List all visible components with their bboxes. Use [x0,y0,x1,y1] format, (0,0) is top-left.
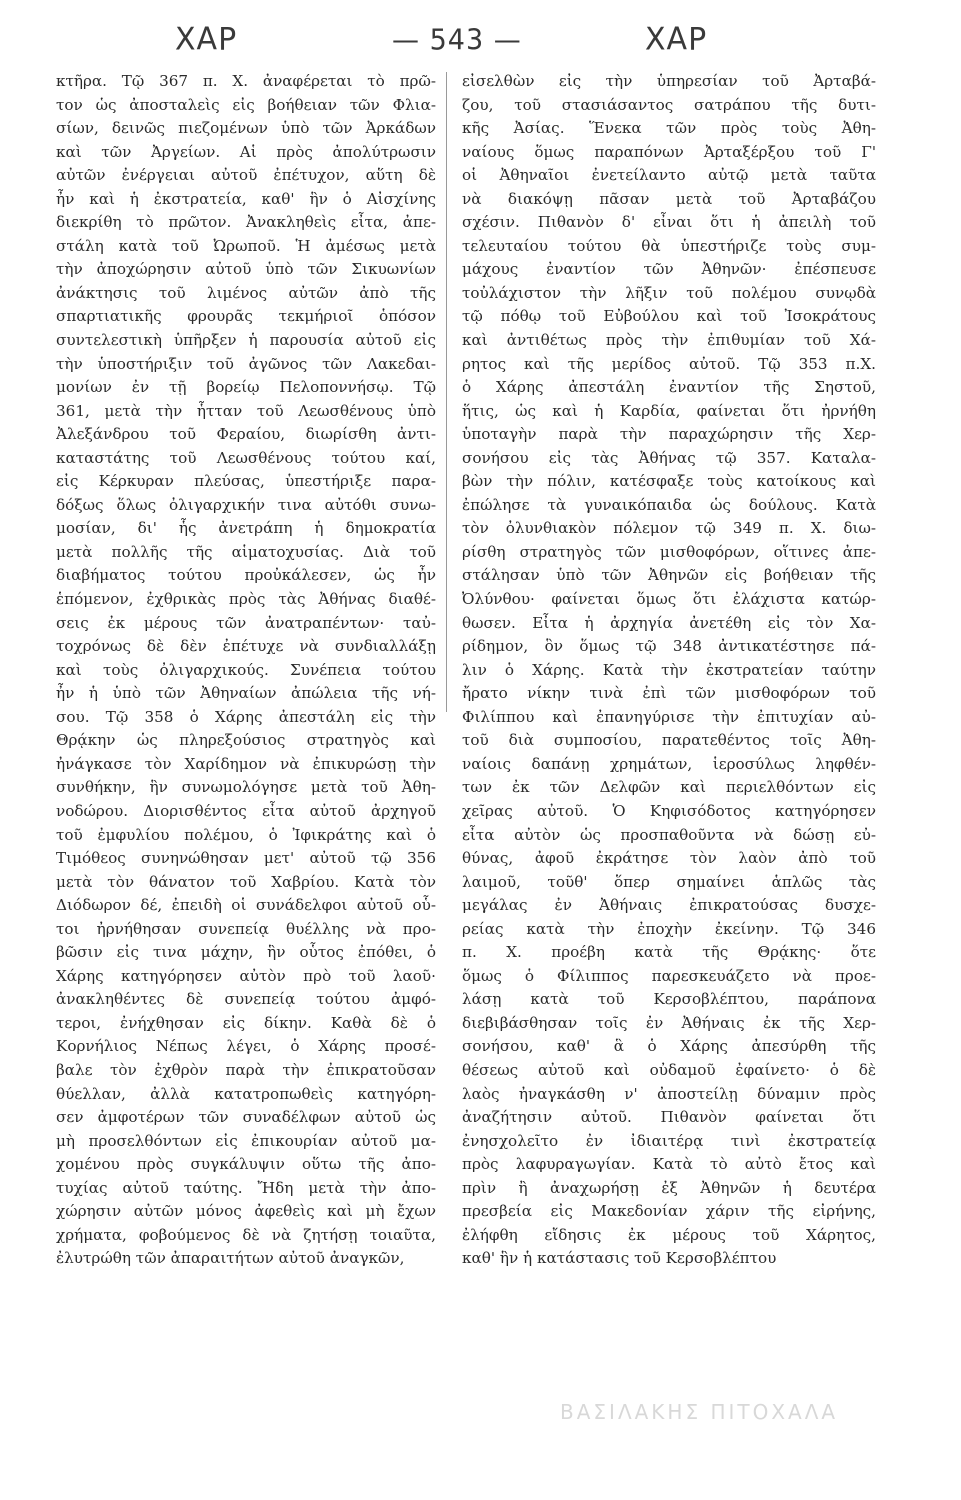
text-line: χρήματα, φοβούμενος δὲ νὰ ζητήσῃ τοιαῦτα, [56,1225,436,1244]
text-line: ρίδημον, ὃν ὅμως τῷ 348 ἀντικατέστησε πά- [462,637,876,656]
text-line: ἐλήφθη εἴδησις ἐκ μέρους τοῦ Χάρητος, [462,1225,876,1244]
text-line: σπαρτιατικῆς φρουρᾶς τεκμήριοῖ ὁπόσον [56,307,436,326]
text-line: τῷ πόθῳ τοῦ Εὐβούλου καὶ τοῦ Ἰσοκράτους [462,307,876,326]
text-line: Ὀλύνθου· φαίνεται ὅμως ὅτι ἐλάχιστα κατώρ- [462,590,876,609]
text-line: διεβιβάσθησαν τοῖς ἐν Ἀθήναις ἐκ τῆς Χερ- [462,1013,876,1032]
text-line: λιν ὁ Χάρης. Κατὰ τὴν ἐκστρατείαν ταύτην [462,660,876,679]
text-line: καὶ τῶν Ἀργείων. Αἱ πρὸς ἀπολύτρωσιν [56,142,436,161]
text-line: βὼν τὴν πόλιν, κατέσφαξε τοὺς κατοίκους καὶ [462,472,876,491]
text-line: κτῆρα. Τῷ 367 π. Χ. ἀναφέρεται τὸ πρῶ- [56,72,436,90]
text-line: μεγάλας ἐν Ἀθήναις ἐπικρατούσας δυσχε- [462,896,876,915]
text-line: ἑπόμενον, ἐχθρικὰς πρὸς τὰς Ἀθήνας διαθέ- [56,590,436,609]
text-line: Θρᾴκην ὡς πληρεξούσιος στρατηγὸς καὶ [56,731,436,750]
text-line: λάσῃ κατὰ τοῦ Κερσοβλέπτου, παράπονα [462,990,876,1009]
text-line: εἰς Κέρκυραν πλεύσας, ὑπεστήριξε παρα- [56,472,436,491]
text-line: ζου, τοῦ στασιάσαντος σατράπου τῆς δυτι- [462,95,876,114]
text-line: ἀνάκτησις τοῦ λιμένος αὐτῶν ἀπὸ τῆς [56,283,436,302]
text-line: ἀνακληθέντες δὲ συνεπείᾳ τούτου ἀμφό- [56,990,436,1009]
text-line: των ἐκ τῶν Δελφῶν καὶ περιελθόντων εἰς [462,778,876,797]
text-line: ναίοις δαπάνῃ χρημάτων, ἱεροσύλως ληφθέν- [462,754,876,773]
text-line: πρεσβεία εἰς Μακεδονίαν χάριν τῆς εἰρήνης, [462,1202,876,1221]
text-line: τελευταίου τούτου θὰ ὑπεστήριζε τοὺς συμ- [462,236,876,255]
text-line: τοῦ ἐμφυλίου πολέμου, ὁ Ἰφικράτης καὶ ὁ [56,825,436,844]
text-line: θύνας, ἀφοῦ ἐκράτησε τὸν λαὸν ἀπὸ τοῦ [462,849,876,868]
header-left-word: ΧΑΡ [175,21,238,58]
text-line: χομένου πρὸς συγκάλυψιν οὕτω τῆς ἀπο- [56,1155,436,1174]
text-line: στάλη κατὰ τοῦ Ὠρωποῦ. Ἡ ἀμέσως μετὰ [56,236,436,255]
text-line: συντελεστικὴ ὑπῆρξεν ἡ παρουσία αὐτοῦ εἰς [56,331,436,350]
text-line: Κορνήλιος Νέπως λέγει, ὁ Χάρης προσέ- [56,1037,436,1056]
text-line: βαλε τὸν ἐχθρὸν παρὰ τὴν ἐπικρατοῦσαν [56,1060,436,1079]
text-line: σονήσου, καθ' ἃ ὁ Χάρης ἀπεσύρθη τῆς [462,1037,876,1056]
text-line: σονήσου εἰς τὰς Ἀθήνας τῷ 357. Καταλα- [462,448,876,467]
text-line: Τιμόθεος συνηνώθησαν μετ' αὐτοῦ τῷ 356 [56,849,436,868]
watermark: ΒΑΣΙΛΑΚΗΣ ΠΙΤΟΧΑΛΑ [560,1400,839,1424]
text-line: πρὶν ἢ ἀναχωρήσῃ ἐξ Ἀθηνῶν ἡ δευτέρα [462,1178,876,1197]
text-line: ὑποταγὴν παρὰ τὴν παραχώρησιν τῆς Χερ- [462,425,876,444]
text-line: λαιμοῦ, τοῦθ' ὅπερ σημαίνει ἁπλῶς τὰς [462,872,876,891]
text-line: σεις ἐκ μέρους τῶν ἀνατραπέντων· ταὐ- [56,613,436,632]
header-right-word: ΧΑΡ [645,21,708,58]
text-line: Διόδωρον δέ, ἐπειδὴ οἱ συνάδελφοι αὐτοῦ οὗ- [56,896,436,915]
text-line: οἱ Ἀθηναῖοι ἐνετείλαντο αὐτῷ μετὰ ταῦτα [462,166,876,185]
text-line: ἐνησχολεῖτο ἐν ἰδιαιτέρᾳ τινὶ ἐκστρατείᾳ [462,1131,876,1150]
text-line: εἶτα αὐτὸν ὡς προσπαθοῦντα νὰ δώσῃ εὐ- [462,825,876,844]
text-line: μονίων ἐν τῇ βορείῳ Πελοποννήσῳ. Τῷ [56,378,436,397]
text-line: διαβήματος τούτου προὐκάλεσεν, ὡς ἦν [56,566,436,585]
right-column [462,70,876,1271]
text-line: τοῦ διὰ συμποσίου, παρατεθέντος τοῖς Ἀθη- [462,731,876,750]
page-number: — 543 — [392,24,522,57]
text-line: τὴν ὑποστήριξιν τοῦ ἀγῶνος τῶν Λακεδαι- [56,354,436,373]
text-line: μάχους ἐναντίον τῶν Ἀθηνῶν· ἐπέσπευσε [462,260,876,279]
text-line: τοὐλάχιστον τὴν λῆξιν τοῦ πολέμου συνῳδὰ [462,283,876,302]
page-header [0,22,961,62]
text-line: ἐπώλησε τὰ γυναικόπαιδα ὡς δούλους. Κατὰ [462,495,876,514]
text-line: ἀναζήτησιν αὐτοῦ. Πιθανὸν φαίνεται ὅτι [462,1108,876,1127]
text-line: τοι ἠρνήθησαν συνεπείᾳ θυέλλης νὰ προ- [56,919,436,938]
text-line: νοδώρου. Διορισθέντος εἶτα αὐτοῦ ἀρχηγοῦ [56,801,436,820]
text-line: Ἀλεξάνδρου τοῦ Φεραίου, διωρίσθη ἀντι- [56,425,436,444]
text-line: μετὰ πολλῆς τῆς αἱματοχυσίας. Διὰ τοῦ [56,542,436,561]
text-line: λαὸς ἠναγκάσθη ν' ἀποστείλῃ δύναμιν πρὸς [462,1084,876,1103]
text-line: νὰ διακόψῃ πᾶσαν μετὰ τοῦ Ἀρταβάζου [462,189,876,208]
text-line: ρίσθη στρατηγὸς τῶν μισθοφόρων, οἵτινες ἀπε- [462,542,876,561]
text-line: 361, μετὰ τὴν ἧτταν τοῦ Λεωσθένους ὑπὸ [56,401,436,420]
text-line: τοχρόνως δὲ δὲν ἐπέτυχε νὰ συνδιαλλάξῃ [56,637,436,656]
text-line: π. Χ. προέβη κατὰ τῆς Θρᾴκης· ὅτε [462,943,876,962]
text-line: κῆς Ἀσίας. Ἕνεκα τῶν πρὸς τοὺς Ἀθη- [462,119,876,138]
text-line: σεν ἀμφοτέρων τῶν συναδέλφων αὐτοῦ ὡς [56,1108,436,1127]
text-line: θέσεως αὐτοῦ καὶ οὐδαμοῦ ἐφαίνετο· ὁ δὲ [462,1060,876,1079]
text-line: συνθήκην, ἣν συνωμολόγησε μετὰ τοῦ Ἀθη- [56,778,436,797]
text-line: ἦν καὶ ἡ ἐκστρατεία, καθ' ἣν ὁ Αἰσχίνης [56,189,436,208]
text-line: ρητος καὶ τῆς μερίδος αὐτοῦ. Τῷ 353 π.Χ. [462,354,876,373]
text-line: τεροι, ἐνήχθησαν εἰς δίκην. Καθὰ δὲ ὁ [56,1013,436,1032]
text-line: σχέσιν. Πιθανὸν δ' εἶναι ὅτι ἡ ἀπειλὴ τοῦ [462,213,876,232]
text-line: ὁ Χάρης ἀπεστάλη ἐναντίον τῆς Σηστοῦ, [462,378,876,397]
text-line: ὅμως ὁ Φίλιππος παρεσκευάζετο νὰ προε- [462,966,876,985]
text-line: σου. Τῷ 358 ὁ Χάρης ἀπεστάλη εἰς τὴν [56,707,436,726]
text-line: δόξως ὅλως ὀλιγαρχικήν τινα αὐτόθι συνω- [56,495,436,514]
text-line: τυχίας αὐτοῦ ταύτης. Ἤδη μετὰ τὴν ἀπο- [56,1178,436,1197]
text-line: ναίους ὅμως παραπόνων Ἀρταξέρξου τοῦ Γ' [462,142,876,161]
text-line: καὶ τοὺς ὀλιγαρχικούς. Συνέπεια τούτου [56,660,436,679]
text-line: καθ' ἣν ἡ κατάστασις τοῦ Κερσοβλέπτου [462,1249,777,1268]
text-line: ρείας κατὰ τὴν ἐποχὴν ἐκείνην. Τῷ 346 [462,919,876,938]
text-line: ἐλυτρώθη τῶν ἀπαραιτήτων αὐτοῦ ἀναγκῶν, [56,1249,405,1268]
text-line: τὸν ὀλυνθιακὸν πόλεμον τῷ 349 π. Χ. διω- [462,519,876,538]
text-line: διεκρίθη τὸ πρῶτον. Ἀνακληθεὶς εἶτα, ἀπε- [56,213,436,232]
text-line: μοσίαν, δι' ἧς ἀνετράπη ἡ δημοκρατία [56,519,436,538]
text-line: αὐτῶν ἐνέργειαι αὐτοῦ ἐπέτυχον, αὕτη δὲ [56,166,436,185]
text-line: καταστάτης τοῦ Λεωσθένους τούτου καί, [56,448,436,467]
text-line: Φιλίππου καὶ ἐπανηγύρισε τὴν ἐπιτυχίαν αὐ- [462,707,876,726]
text-line: ἠνάγκασε τὸν Χαρίδημον νὰ ἐπικυρώσῃ τὴν [56,754,436,773]
text-line: ἥτις, ὡς καὶ ἡ Καρδία, φαίνεται ὅτι ἠρνήθη [462,401,876,420]
text-line: ἦν ἡ ὑπὸ τῶν Ἀθηναίων ἀπώλεια τῆς νή- [56,684,436,703]
text-line: σίων, δεινῶς πιεζομένων ὑπὸ τῶν Ἀρκάδων [56,119,436,138]
text-line: θωσεν. Εἶτα ἡ ἀρχηγία ἀνετέθη εἰς τὸν Χα- [462,613,876,632]
text-line: στάλησαν ὑπὸ τῶν Ἀθηνῶν εἰς βοήθειαν τῆς [462,566,876,585]
column-divider [446,72,447,712]
text-line: μὴ προσελθόντων εἰς ἐπικουρίαν αὐτοῦ μα- [56,1131,436,1150]
text-line: Χάρης κατηγόρησεν αὐτὸν πρὸ τοῦ λαοῦ· [56,966,436,985]
text-line: χεῖρας αὐτοῦ. Ὁ Κηφισόδοτος κατηγόρησεν [462,801,876,820]
left-column [56,70,436,1271]
text-line: χώρησιν αὐτῶν μόνος ἀφεθεὶς καὶ μὴ ἔχων [56,1202,436,1221]
text-line: τὴν ἀποχώρησιν αὐτοῦ ὑπὸ τῶν Σικυωνίων [56,260,436,279]
text-line: τον ὡς ἀποσταλεὶς εἰς βοήθειαν τῶν Φλια- [56,95,436,114]
text-line: μετὰ τὸν θάνατον τοῦ Χαβρίου. Κατὰ τὸν [56,872,436,891]
text-line: θύελλαν, ἀλλὰ κατατροπωθεὶς κατηγόρη- [56,1084,436,1103]
text-line: ἤρατο νίκην τινὰ ἐπὶ τῶν μισθοφόρων τοῦ [462,684,876,703]
text-line: βῶσιν εἰς τινα μάχην, ἣν οὗτος ἐπόθει, ὁ [56,943,436,962]
text-line: εἰσελθὼν εἰς τὴν ὑπηρεσίαν τοῦ Ἀρταβά- [462,72,876,90]
text-line: πρὸς λαφυραγωγίαν. Κατὰ τὸ αὐτὸ ἔτος καὶ [462,1155,876,1174]
text-line: καὶ ἀντιθέτως πρὸς τὴν ἐπιθυμίαν τοῦ Χά- [462,331,876,350]
